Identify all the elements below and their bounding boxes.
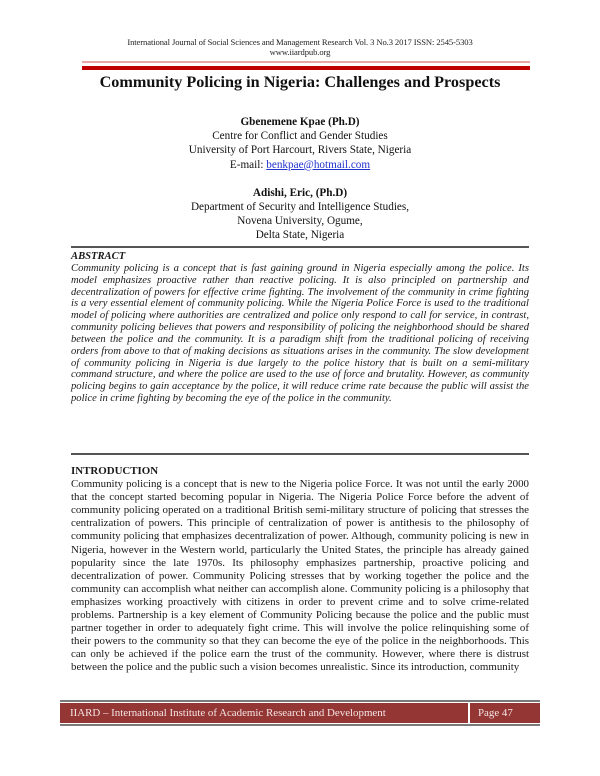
- author-block: [60, 115, 540, 243]
- author-2: [60, 186, 540, 243]
- header-rule-thick: [82, 66, 530, 70]
- author-affiliation: Novena University, Ogume,: [237, 215, 363, 228]
- page-number: Page 47: [478, 707, 513, 719]
- author-name: Gbenemene Kpae (Ph.D): [240, 116, 360, 128]
- abstract-top-rule: [71, 246, 529, 248]
- journal-citation: International Journal of Social Sciences and Management Research Vol. 3 No.3 2017 ISSN: 2545-5303: [127, 37, 473, 47]
- introduction-heading: INTRODUCTION: [71, 465, 159, 477]
- introduction-text: Community policing is a concept that is new to the Nigeria police Force. It was not until the early 2000 that the concept started becoming popular in Nigeria. The Nigeria Police Force before the advent of community policing operated on a traditional British semi-military structure of policing that stresses the centralization of powers. This principle of centralization of power is antithesis to the philosophy of community policing that emphasizes decentralization of power. Although, community policing is new in Nigeria, however in the Western world, particularly the United States, the principle has already gained popularity since the late 1970s. Its philosophy emphasizes partnership, proactive policing and decentralization of power. Community Policing stresses that by working together the police and the community can accomplish what neither can accomplish alone. Community policing is a philosophy that emphasizes working proactively with citizens in order to prevent crime and to solve crime-related problems. Partnership is a key element of Community Policing because the police and the public must partner together in order to adequately fight crime. This will involve the police relinquishing some of their powers to the community so that they can become the eye of the police in the neighborhoods. This can only be achieved if the police earn the trust of the community. However, where there is distrust between the police and the public such a vision becomes unrealistic. Since its introduction, community: [71, 478, 529, 674]
- paper-title: Community Policing in Nigeria: Challenges and Prospects: [99, 73, 501, 91]
- author-email-line: [60, 158, 540, 172]
- author-affiliation: Delta State, Nigeria: [255, 229, 345, 242]
- email-label: E-mail:: [229, 158, 267, 171]
- running-header: [60, 37, 540, 57]
- header-rule-thin: [82, 61, 530, 63]
- journal-website: www.iiardpub.org: [269, 47, 331, 57]
- author-1: [60, 115, 540, 172]
- author-affiliation: Centre for Conflict and Gender Studies: [212, 130, 388, 143]
- page-footer: [60, 703, 540, 723]
- footer-organization: IIARD – International Institute of Academic Research and Development: [70, 707, 386, 719]
- abstract-text: Community policing is a concept that is fast gaining ground in Nigeria especially among the police. Its model emphasizes proactive rather than reactive policing. It is also principled on partnership and decentralization of powers for effective crime fighting. The involvement of the community in crime fighting is a very essential element of community policing. While the Nigeria Police Force is used to the traditional model of policing where authorities are centralized and police only respond to call for service, in contrast, community policing believes that powers and responsibility of policing the neighborhood should be shared between the police and the community. It is a paradigm shift from the traditional policing of receiving orders from above to that of making decisions as situations arises in the community. The slow development of community policing in Nigeria is due largely to the police history that is built on a semi-military command structure, and where the police are used to the use of force and brutality. However, as community policing begins to gain acceptance by the police, it will reduce crime rate because the public will assist the police in crime fighting by becoming the eye of the police in the community.: [71, 262, 529, 405]
- footer-rule-top: [60, 700, 540, 702]
- email-link[interactable]: benkpae@hotmail.com: [266, 158, 371, 171]
- abstract-heading: ABSTRACT: [71, 251, 126, 262]
- abstract-bottom-rule: [71, 453, 529, 455]
- author-name: Adishi, Eric, (Ph.D): [252, 186, 348, 199]
- abstract-section: [71, 251, 529, 405]
- introduction-section: [71, 465, 529, 675]
- footer-rule-bottom: [60, 724, 540, 726]
- author-affiliation: University of Port Harcourt, Rivers State, Nigeria: [188, 144, 412, 157]
- author-affiliation: Department of Security and Intelligence Studies,: [190, 201, 410, 214]
